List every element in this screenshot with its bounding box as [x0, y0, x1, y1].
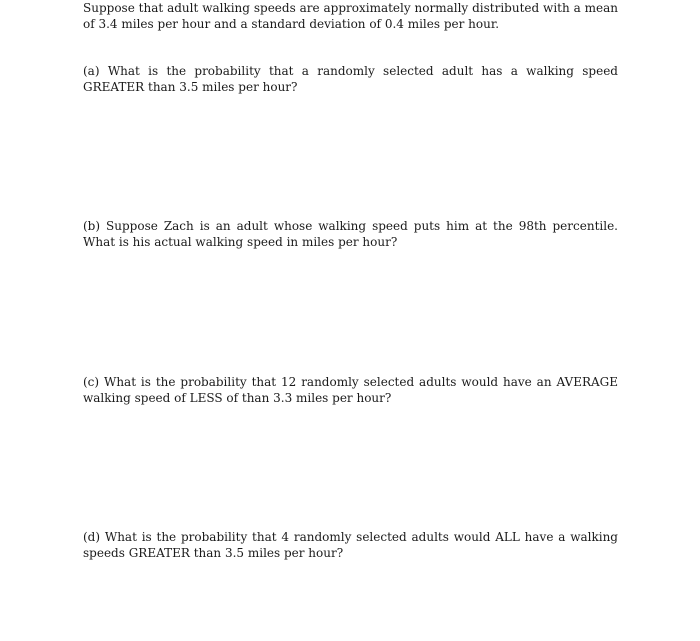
question-d: (d) What is the probability that 4 randomly selected adults would ALL have a walking speeds GREATER than 3.5 miles per hour?: [83, 530, 618, 560]
question-a: (a) What is the probability that a randomly selected adult has a walking speed GREATER than 3.5 miles per hour?: [83, 64, 618, 94]
question-c: (c) What is the probability that 12 randomly selected adults would have an AVERAGE walking speed of LESS of than 3.3 miles per hour?: [83, 375, 618, 405]
question-b: (b) Suppose Zach is an adult whose walking speed puts him at the 98th percentile. What is his actual walking speed in miles per hour?: [83, 219, 618, 249]
problem-intro: Suppose that adult walking speeds are approximately normally distributed with a mean of 3.4 miles per hour and a standard deviation of 0.4 miles per hour.: [83, 1, 618, 31]
